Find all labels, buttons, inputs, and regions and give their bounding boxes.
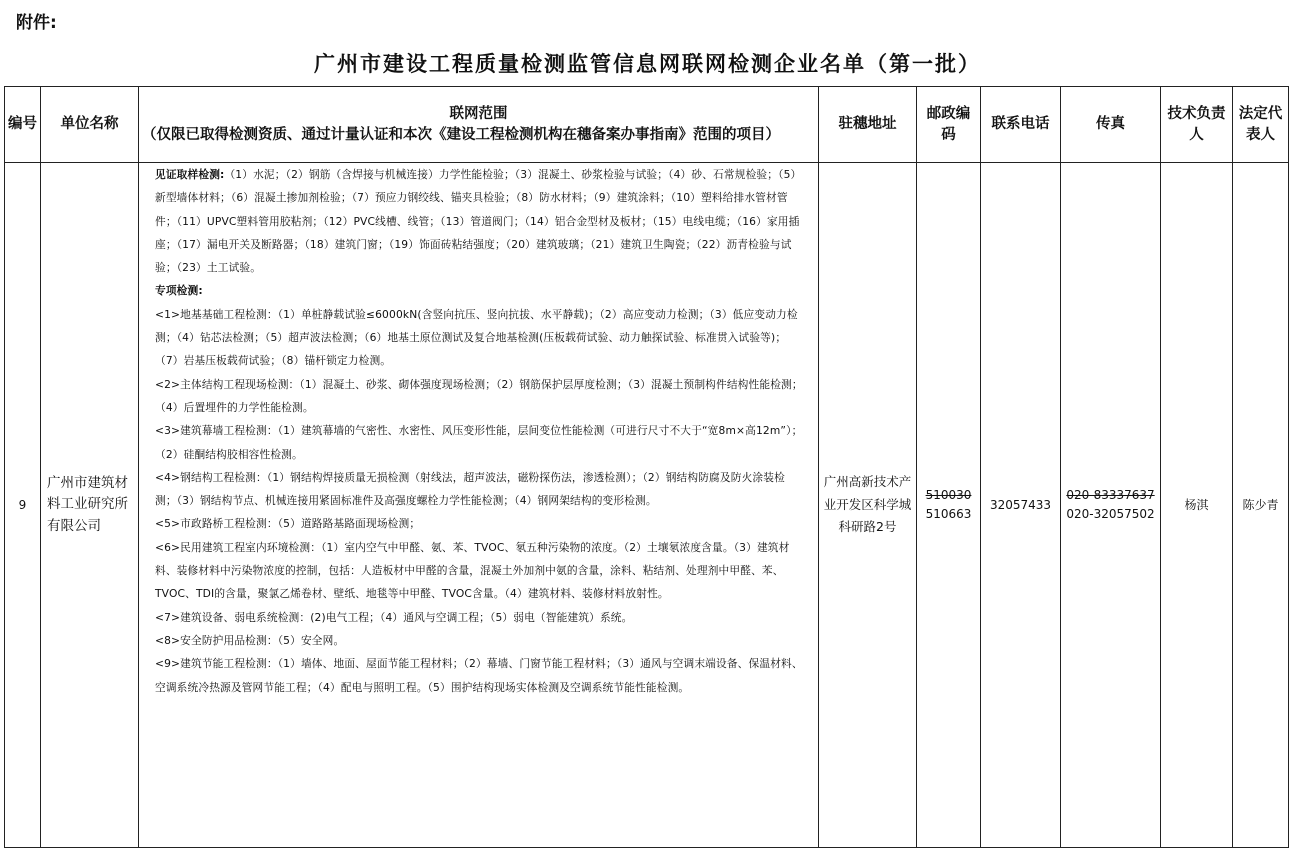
- enterprise-table: [4, 86, 1289, 848]
- cell-tech-lead: 杨淇: [1161, 163, 1233, 848]
- postcode-new: 510663: [925, 507, 972, 521]
- postcode-old: 510030: [925, 488, 972, 503]
- cell-unit-name: 广州市建筑材料工业研究所有限公司: [41, 163, 139, 848]
- cell-phone: 32057433: [981, 163, 1061, 848]
- cell-legal-rep: 陈少青: [1233, 163, 1289, 848]
- special-item: <4>钢结构工程检测：（1）钢结构焊接质量无损检测（射线法，超声波法，磁粉探伤法，渗透检测）；（2）钢结构防腐及防火涂装检测；（3）钢结构节点、机械连接用紧固标准件及高强度螺栓力学性能检测；（4）钢网架结构的变形检测。: [155, 470, 785, 508]
- cell-fax: [1061, 163, 1161, 848]
- header-tech-lead: 技术负责人: [1161, 87, 1233, 163]
- header-row: [5, 87, 1289, 163]
- special-item: <3>建筑幕墙工程检测：（1）建筑幕墙的气密性、水密性、风压变形性能，层间变位性能检测（可进行尺寸不大于“宽8m×高12m”）；（2）硅酮结构胶相容性检测。: [155, 424, 803, 461]
- header-no: 编号: [5, 87, 41, 163]
- witness-heading: 见证取样检测:: [155, 168, 225, 181]
- header-phone: 联系电话: [981, 87, 1061, 163]
- cell-no: 9: [5, 163, 41, 848]
- header-address: 驻穗地址: [819, 87, 917, 163]
- cell-postcode: [917, 163, 981, 848]
- special-item: <1>地基基础工程检测：（1）单桩静载试验≤6000kN(含竖向抗压、竖向抗拔、水平静载)；（2）高应变动力检测；（3）低应变动力检测；（4）钻芯法检测；（5）超声波法检测；（6）地基土原位测试及复合地基检测(压板载荷试验、动力触探试验、标准贯入试验等)；（7）岩基压板载荷试验；（8）锚杆锁定力检测。: [155, 307, 798, 368]
- header-legal-rep: 法定代表人: [1233, 87, 1289, 163]
- header-scope-title: 联网范围: [449, 106, 508, 123]
- special-item: <7>建筑设备、弱电系统检测：(2)电气工程；（4）通风与空调工程；（5）弱电（智能建筑）系统。: [155, 610, 633, 624]
- header-scope: [139, 87, 819, 163]
- fax-new: 020-32057502: [1066, 507, 1155, 521]
- page-title: 广州市建设工程质量检测监管信息网联网检测企业名单（第一批）: [314, 52, 981, 76]
- special-item: <8>安全防护用品检测：（5）安全网。: [155, 633, 345, 647]
- special-item: <5>市政路桥工程检测：（5）道路路基路面现场检测；: [155, 517, 421, 531]
- cell-address: 广州高新技术产业开发区科学城科研路2号: [819, 163, 917, 848]
- header-scope-note: （仅限已取得检测资质、通过计量认证和本次《建设工程检测机构在穗备案办事指南》范围的项目）: [142, 126, 780, 143]
- witness-text: （1）水泥；（2）钢筋（含焊接与机械连接）力学性能检验；（3）混凝土、砂浆检验与试验；（4）砂、石常规检验；（5）新型墙体材料；（6）混凝土掺加剂检验；（7）预应力钢绞线、锚夹具检验；（8）防水材料；（9）建筑涂料；（10）塑料给排水管材管件；（11）UPVC塑料管用胶粘剂；（12）PVC线槽、线管；（13）管道阀门；（14）铝合金型材及板材；（15）电线电缆；（16）家用插座；（17）漏电开关及断路器；（18）建筑门窗；（19）饰面砖粘结强度；（20）建筑玻璃；（21）建筑卫生陶瓷；（22）沥青检验与试验；（23）土工试验。: [155, 168, 802, 275]
- fax-old: 020-83337637: [1066, 488, 1155, 503]
- special-item: <2>主体结构工程现场检测：（1）混凝土、砂浆、砌体强度现场检测；（2）钢筋保护层厚度检测；（3）混凝土预制构件结构性能检测；（4）后置埋件的力学性能检测。: [155, 377, 803, 414]
- table-row: [5, 163, 1289, 848]
- special-item: <6>民用建筑工程室内环境检测：（1）室内空气中甲醛、氨、苯、TVOC、氡五种污染物的浓度。（2）土壤氡浓度含量。（3）建筑材料、装修材料中污染物浓度的控制，包括：人造板材中甲醛的含量，混凝土外加剂中氨的含量，涂料、粘结剂、处理剂中甲醛、苯、TVOC、TDI的含量，聚氯乙烯卷材、壁纸、地毯等中甲醛、TVOC含量。（4）建筑材料、装修材料放射性。: [155, 540, 790, 601]
- attachment-label: 附件:: [16, 13, 57, 33]
- special-heading: 专项检测:: [155, 284, 203, 298]
- special-item: <9>建筑节能工程检测：（1）墙体、地面、屋面节能工程材料；（2）幕墙、门窗节能工程材料；（3）通风与空调末端设备、保温材料、空调系统冷热源及管网节能工程；（4）配电与照明工程。（5）围护结构现场实体检测及空调系统节能性能检测。: [155, 657, 803, 694]
- header-fax: 传真: [1061, 87, 1161, 163]
- header-unit-name: 单位名称: [41, 87, 139, 163]
- cell-scope: [139, 163, 819, 848]
- header-postcode: 邮政编码: [917, 87, 981, 163]
